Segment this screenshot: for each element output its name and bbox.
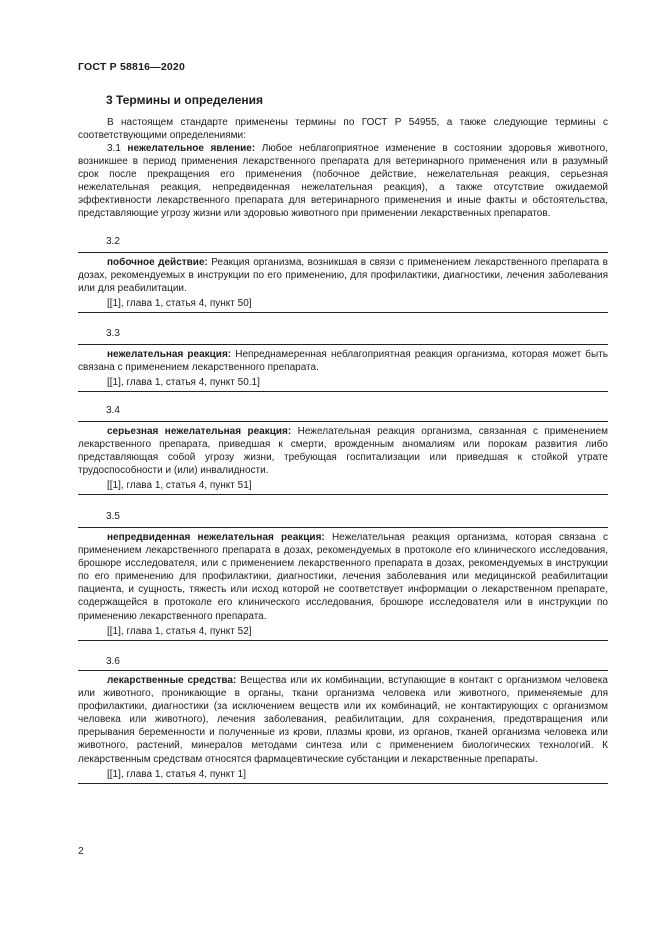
term-3-3-definition: Непреднамеренная неблагоприятная реакция организма, которая может быть связана с применением лекарственного препарата. [78, 349, 608, 374]
term-3-6-reference: [[1], глава 1, статья 4, пункт 1] [107, 768, 246, 780]
page-number: 2 [78, 846, 84, 857]
term-3-4-box [78, 421, 608, 495]
term-3-5-box [78, 527, 608, 641]
term-3-5-number: 3.5 [106, 511, 120, 522]
term-3-6-title: лекарственные средства: [107, 675, 237, 686]
term-3-3-reference: [[1], глава 1, статья 4, пункт 50.1] [107, 377, 260, 389]
term-3-6-box [78, 670, 608, 784]
term-3-2-box [78, 252, 608, 313]
term-3-5-reference: [[1], глава 1, статья 4, пункт 52] [107, 625, 252, 637]
section-title: 3 Термины и определения [106, 93, 264, 107]
document-header: ГОСТ Р 58816—2020 [78, 61, 186, 73]
term-3-1-definition: Любое неблагоприятное изменение в состоянии здоровья животного, возникшее в период применения лекарственного препарата для ветеринарного применения или в разумный срок после прекращения его применения (побочное действие, нежелательная реакция, серьезная нежелательная реакция, непредвиденная нежелательная реакция), а также отсутствие ожидаемой эффективности лекарственного препарата для ветеринарного применения и иные факты и обстоятельства, представляющие угрозу жизни или здоровью животного при применении лекарственных препаратов. [78, 143, 609, 220]
term-3-1-title: нежелательное явление: [127, 143, 256, 154]
term-3-1-number: 3.1 [107, 143, 121, 154]
term-3-3-box [78, 344, 608, 392]
term-3-4-title: серьезная нежелательная реакция: [107, 426, 292, 437]
term-3-4-number: 3.4 [106, 405, 120, 416]
term-3-5-title: непредвиденная нежелательная реакция: [107, 532, 325, 543]
intro-paragraph: В настоящем стандарте применены термины по ГОСТ Р 54955, а также следующие термины с соответствующими определениями: [78, 117, 608, 142]
term-3-4-definition: Нежелательная реакция организма, связанная с применением лекарственного препарата, приведшая к смерти, врожденным аномалиям или порокам развития либо представляющая собой угрозу жизни, требующая госпитализации или приведшая к стойкой утрате трудоспособности и (или) инвалидности. [78, 426, 609, 477]
term-3-4-reference: [[1], глава 1, статья 4, пункт 51] [107, 480, 252, 492]
term-3-2-definition: Реакция организма, возникшая в связи с применением лекарственного препарата в дозах, рекомендуемых в инструкции по его применению, для профилактики, диагностики, лечения заболевания или для реабилитации. [78, 257, 608, 295]
term-3-3-number: 3.3 [106, 328, 120, 339]
term-3-6-definition: Вещества или их комбинации, вступающие в контакт с организмом человека или животного, проникающие в органы, ткани организма человека или животного, применяемые для профилактики, диагностики (за исключением веществ или их комбинаций, не контактирующих с организмом человека или животного), лечения заболевания, реабилитации, для сохранения, предотвращения или прерывания беременности и полученные из крови, плазмы крови, из органов, тканей организма человека или животного, растений, минералов методами синтеза или с применением биологических технологий. К лекарственным средствам относятся фармацевтические субстанции и лекарственные препараты. [78, 675, 608, 765]
term-3-2-title: побочное действие: [107, 257, 208, 268]
term-3-5-definition: Нежелательная реакция организма, которая связана с применением лекарственного препарата в дозах, рекомендуемых в протоколе его клинического исследования, брошюре исследователя, или с применением лекарственного препарата в дозах, рекомендуемых в инструкции по его применению для профилактики, диагностики, лечения заболевания или медицинской реабилитации пациента, и сущность, тяжесть или исход которой не соответствует информации о лекарственном препарате, содержащейся в протоколе его клинического исследования, брошюре исследователя или в инструкции по применению лекарственного препарата. [78, 532, 608, 622]
term-3-6-number: 3.6 [106, 656, 120, 667]
term-3-1 [78, 142, 608, 221]
term-3-3-title: нежелательная реакция: [107, 349, 232, 360]
term-3-2-reference: [[1], глава 1, статья 4, пункт 50] [107, 298, 252, 310]
term-3-2-number: 3.2 [106, 236, 120, 247]
